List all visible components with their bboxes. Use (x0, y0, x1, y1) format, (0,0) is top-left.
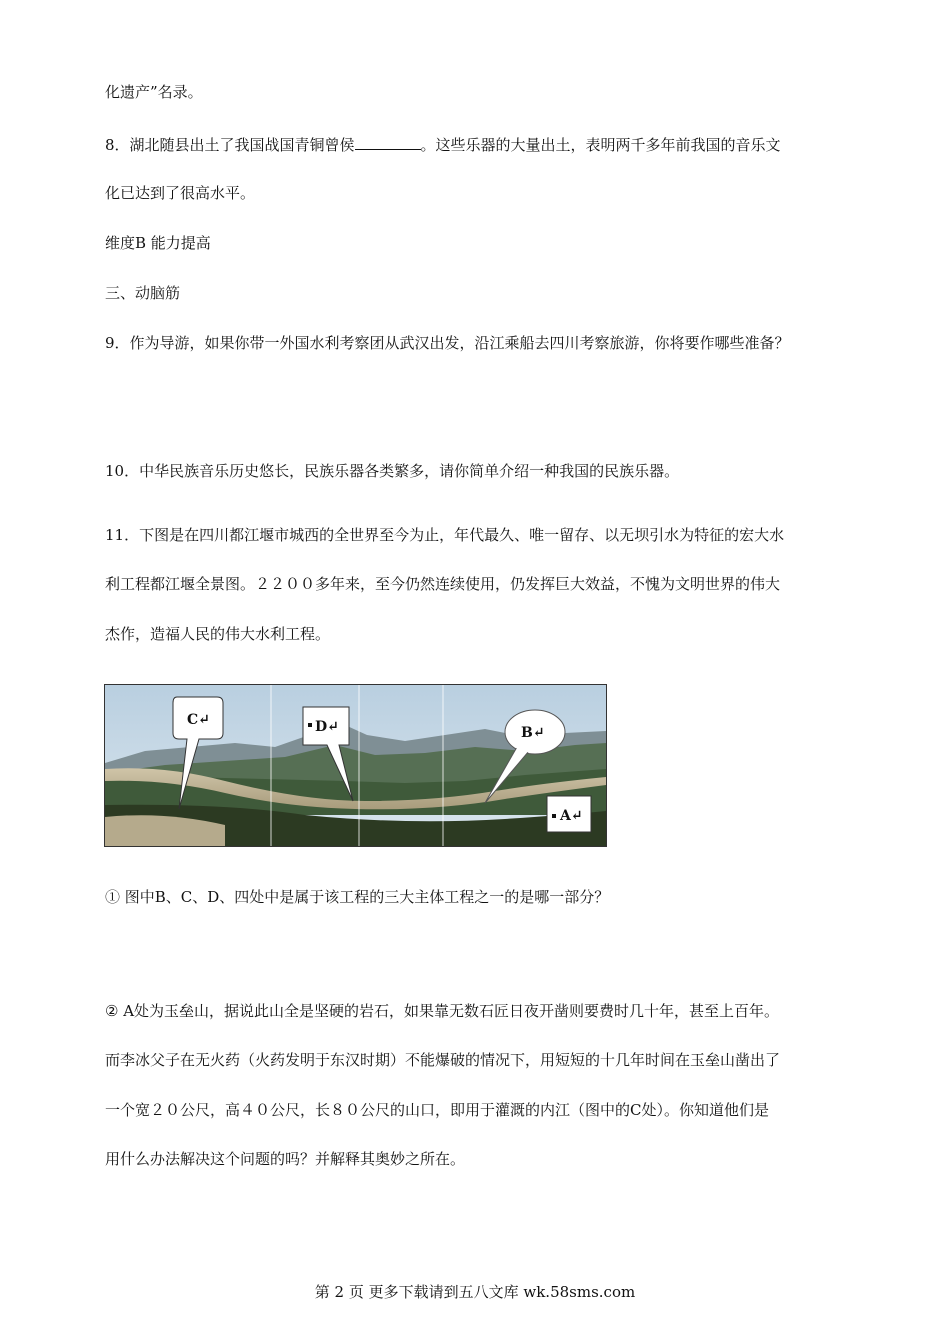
subquestion-1: ① 图中B、C、D、四处中是属于该工程的三大主体工程之一的是哪一部分？ (105, 888, 610, 906)
callout-b-label: B↵ (521, 725, 545, 741)
subquestion-2-line3: 一个宽２０公尺，高４０公尺，长８０公尺的山口，即用于灌溉的内江（图中的C处）。你知道他们是 (105, 1101, 769, 1119)
answer-blank (355, 135, 421, 150)
dujiangyan-panorama-photo (104, 684, 607, 847)
question-11-line1: 11．下图是在四川都江堰市城西的全世界至今为止，年代最久、唯一留存、以无坝引水为特征的宏大水 (105, 526, 785, 544)
dimension-heading: 维度B 能力提高 (105, 234, 211, 252)
question-10: 10．中华民族音乐历史悠长，民族乐器各类繁多，请你简单介绍一种我国的民族乐器。 (105, 462, 680, 480)
page-footer: 第 2 页 更多下载请到五八文库 wk.58sms.com (314, 1283, 636, 1301)
label-a-text: A↵ (560, 808, 583, 824)
callout-c-label: C↵ (187, 712, 210, 728)
question-8 (105, 135, 781, 155)
question-11-line2: 利工程都江堰全景图。２２００多年来，至今仍然连续使用，仍发挥巨大效益，不愧为文明世界的伟大 (105, 575, 781, 593)
subquestion-2-line1: ② A处为玉垒山，据说此山全是坚硬的岩石，如果靠无数石匠日夜开凿则要费时几十年，甚至上百年。 (105, 1002, 780, 1020)
section-heading: 三、动脑筋 (105, 284, 181, 302)
question-11-line3: 杰作，造福人民的伟大水利工程。 (105, 625, 331, 643)
text-line: 化遗产”名录。 (105, 83, 203, 101)
callout-d-label: D↵ (315, 719, 339, 735)
question-8-line2: 化已达到了很高水平。 (105, 184, 256, 202)
question-9: 9．作为导游，如果你带一外国水利考察团从武汉出发，沿江乘船去四川考察旅游，你将要作哪些准备？ (105, 334, 790, 352)
question-8-text-cont: 。这些乐器的大量出土，表明两千多年前我国的音乐文 (420, 136, 781, 154)
label-a (547, 796, 591, 832)
subquestion-2-line2: 而李冰父子在无火药（火药发明于东汉时期）不能爆破的情况下，用短短的十几年时间在玉垒山凿出了 (105, 1051, 781, 1069)
subquestion-2-line4: 用什么办法解决这个问题的吗？并解释其奥妙之所在。 (105, 1150, 466, 1168)
question-8-text: 8．湖北随县出土了我国战国青铜曾侯 (105, 136, 355, 154)
